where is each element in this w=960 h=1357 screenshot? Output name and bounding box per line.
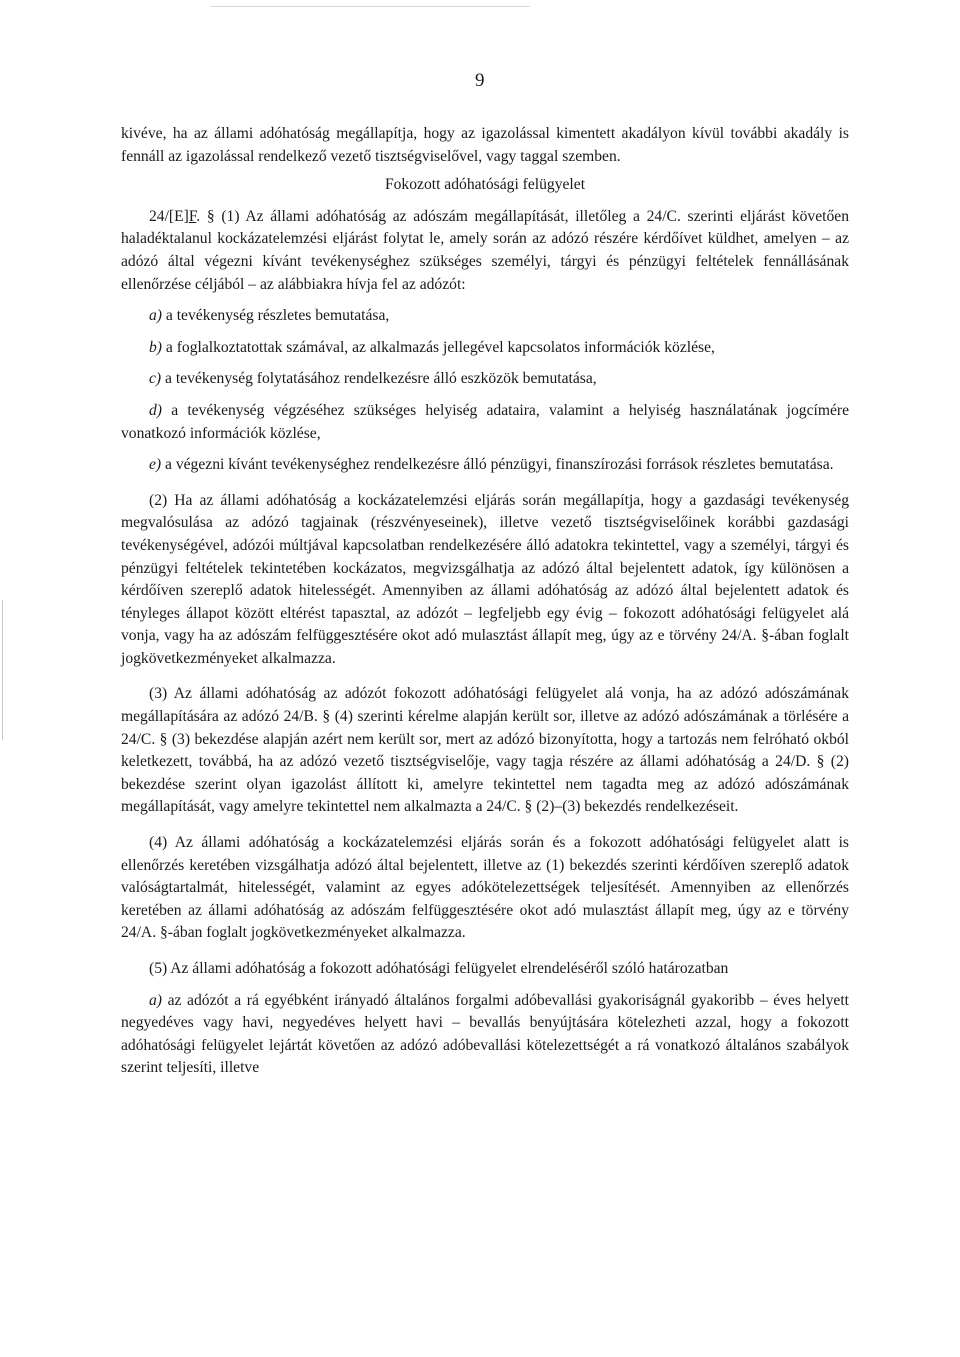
- paragraph-3: (3) Az állami adóhatóság az adózót fokozott adóhatósági felügyelet alá vonja, ha az adózó adószámának megállapítására az adózó 24/B. § (4) szerinti kérelme alapján került sor, illetve az adózó adószámának a törlésére a 24/C. § (3) bekezdése alapján azért nem került sor, mert az adózó bizonyította, hogy a tartozás nem felróható okból keletkezett, továbbá, ha az adózó vezető tisztségviselője, vagy tagja részére az állami adóhatóság a 24/D. § (2) bekezdése szerint olyan igazolást állított ki, amelyre tekintettel nem tagadta meg az adózó adószámának megállapítását, vagy amelyre tekintettel nem alkalmazta a 24/C. § (2)–(3) bekezdés rendelkezéseit.: [121, 685, 849, 816]
- list-item-b: [121, 337, 849, 360]
- document-body: [121, 123, 849, 1080]
- list-item-e: [121, 454, 849, 477]
- list-item-text: a végezni kívánt tevékenységhez rendelkezésre álló pénzügyi, finanszírozási források részletes bemutatása.: [161, 456, 834, 474]
- list-item-d: [121, 400, 849, 445]
- list-item-label: a): [149, 991, 162, 1009]
- section-number: 24/[E]: [149, 207, 189, 225]
- list-item-label: b): [149, 338, 162, 356]
- list-item-text: a tevékenység végzéséhez szükséges helyiség adataira, valamint a helyiség használatának jogcímére vonatkozó információk közlése,: [121, 401, 849, 442]
- list-item-text: a foglalkoztatottak számával, az alkalmazás jellegével kapcsolatos információk közlése,: [162, 338, 715, 356]
- list-item-text: a tevékenység részletes bemutatása,: [162, 307, 390, 325]
- list-item-c: [121, 368, 849, 391]
- page-number: 9: [475, 70, 485, 91]
- section-number-amended: F: [188, 207, 197, 225]
- paragraph-5: (5) Az állami adóhatóság a fokozott adóhatósági felügyelet elrendeléséről szóló határozatban: [149, 960, 729, 977]
- list-item-text: a tevékenység folytatásához rendelkezésre álló eszközök bemutatása,: [161, 370, 597, 388]
- paragraph-text: . § (1) Az állami adóhatóság az adószám megállapítását, illetőleg a 24/C. szerinti eljárást követően haladéktalanul kockázatelemzési eljárást folytat le, amely során az adózó részére kérdőívet küldhet, amelyen – az adózó által végezni kívánt tevékenységhez szükséges személyi, tárgyi és pénzügyi feltételek fennállásának ellenőrzése céljából – az alábbiakra hívja fel az adózót:: [121, 207, 849, 293]
- paragraph-24e-1: [121, 206, 849, 296]
- section-heading: Fokozott adóhatósági felügyelet: [384, 176, 586, 194]
- list-item-final-a: [121, 990, 849, 1080]
- paragraph-continued: kivéve, ha az állami adóhatóság megállapítja, hogy az igazolással kimentett akadályon kívül további akadály is fennáll az igazolással rendelkező vezető tisztségviselővel, vagy taggal szemben.: [121, 125, 849, 165]
- list-item-label: e): [149, 456, 162, 474]
- list-item-label: a): [149, 307, 162, 325]
- scan-artifact-top: [210, 6, 530, 7]
- list-item-label: c): [149, 370, 162, 388]
- paragraph-2: (2) Ha az állami adóhatóság a kockázatelemzési eljárás során megállapítja, hogy a gazdasági tevékenység megvalósulása az adózó tagjainak (részvényeseinek), illetve vezető tisztségviselőinek korábbi gazdasági tevékenységével, adózói múltjával kapcsolatban rendelkezésére álló adatokra tekintettel, vagy a személyi, tárgyi és pénzügyi feltételek tekintetében kockázatos, megvizsgálhatja az adózó által bejelentett adatok, így különösen a kérdőíven szereplő adatok hitelességét. Amennyiben az állami adóhatóság az adózó által bejelentett adatok és tényleges állapot között eltérést tapasztal, az adózót – legfeljebb egy évig – fokozott adóhatósági felügyelet alá vonja, vagy ha az adószám felfüggesztésére okot adó mulasztást állapít meg, úgy az e törvény 24/A. §-ában foglalt jogkövetkezményeket alkalmazza.: [121, 491, 849, 667]
- list-item-text: az adózót a rá egyébként irányadó általános forgalmi adóbevallási gyakoriságnál gyakoribb – éves helyett negyedéves vagy havi, negyedéves helyett havi – bevallás benyújtására kötelezheti azzal, hogy a fokozott adóhatósági felügyelet lejártát követően az adózó adóbevallási kötelezettségét a rá vonatkozó általános szabályok szerint teljesíti, illetve: [121, 991, 849, 1077]
- list-item-a: [121, 305, 849, 328]
- paragraph-4: (4) Az állami adóhatóság a kockázatelemzési eljárás során és a fokozott adóhatósági felügyelet alatt is ellenőrzés keretében vizsgálhatja adózó által bejelentett, illetve az (1) bekezdés szerinti kérdőíven szereplő adatok valóságtartalmát, hitelességét, valamint az egyes adókötelezettségek teljesítését. Amennyiben az ellenőrzés keretében az állami adóhatóság az adószám felfüggesztésére okot adó mulasztást állapít meg, úgy az e törvény 24/A. §-ában foglalt jogkövetkezményeket alkalmazza.: [121, 834, 849, 942]
- list-item-label: d): [149, 401, 162, 419]
- scan-artifact-left: [2, 600, 3, 740]
